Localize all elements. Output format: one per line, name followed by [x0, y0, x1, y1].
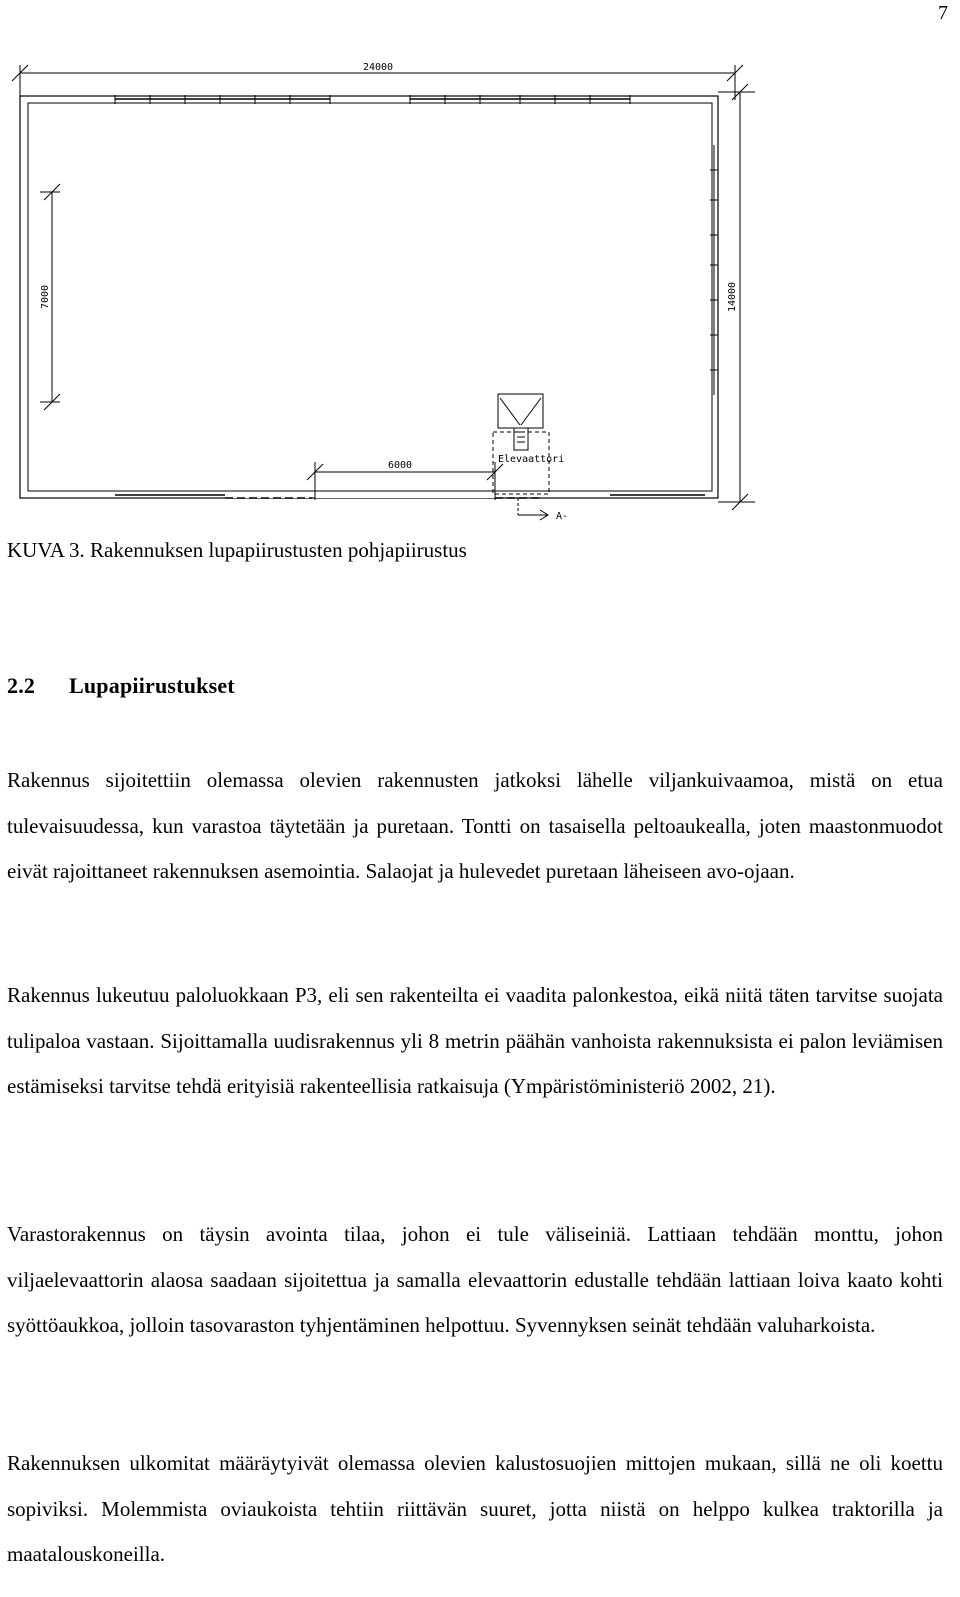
- figure-caption: KUVA 3. Rakennuksen lupapiirustusten pohjapiirustus: [7, 538, 467, 562]
- building-walls: [20, 96, 718, 498]
- paragraph: Rakennus sijoitettiin olemassa olevien rakennusten jatkoksi lähelle viljankuivaamoa, mistä on etua tulevaisuudessa, kun varastoa täytetään ja puretaan. Tontti on tasaisella peltoaukealla, joten maastonmuodot eivät rajoittaneet rakennuksen asemointia. Salaojat ja hulevedet puretaan läheiseen avo-ojaan.: [7, 768, 943, 883]
- elevator-symbol: [498, 394, 543, 450]
- paragraph: Rakennuksen ulkomitat määräytyivät olemassa olevien kalustosuojien mittojen mukaan, sillä ne oli koettu sopiviksi. Molemmista oviaukoista tehtiin riittävän suuret, jotta niistä on helppo kulkea traktorilla ja maatalouskoneilla.: [7, 1451, 943, 1566]
- dim-height-right-label: 14000: [727, 281, 738, 313]
- dim-height-left-label: 7000: [40, 284, 51, 310]
- floor-plan-figure: [0, 50, 960, 530]
- section-label: A-: [556, 511, 569, 522]
- section-title: Lupapiirustukset: [69, 673, 235, 698]
- dim-width-label: 24000: [362, 62, 394, 73]
- dim-door-label: 6000: [387, 460, 413, 471]
- page-number: 7: [938, 2, 948, 24]
- section-heading: [7, 673, 235, 699]
- section-number: 2.2: [7, 673, 36, 698]
- section-marker: [518, 498, 548, 520]
- paragraph: Rakennus lukeutuu paloluokkaan P3, eli sen rakenteilta ei vaadita palonkestoa, eikä niitä täten tarvitse suojata tulipaloa vastaan. Sijoittamalla uudisrakennus yli 8 metrin päähän vanhoista rakennuksista ei palon leviämisen estämiseksi tarvitse tehdä erityisiä rakenteellisia ratkaisuja (Ympäristöministeriö 2002, 21).: [7, 983, 943, 1098]
- elevator-label: Elevaattori: [498, 454, 565, 465]
- paragraph: Varastorakennus on täysin avointa tilaa, johon ei tule väliseiniä. Lattiaan tehdään monttu, johon viljaelevaattorin alaosa saadaan sijoitettua ja samalla elevaattorin edustalle tehdään lattiaan loiva kaato kohti syöttöaukkoa, jolloin tasovaraston tyhjentäminen helpottuu. Syvennyksen seinät tehdään valuharkoista.: [7, 1222, 943, 1337]
- floor-plan-drawing: [0, 50, 960, 530]
- right-windows: [710, 145, 718, 395]
